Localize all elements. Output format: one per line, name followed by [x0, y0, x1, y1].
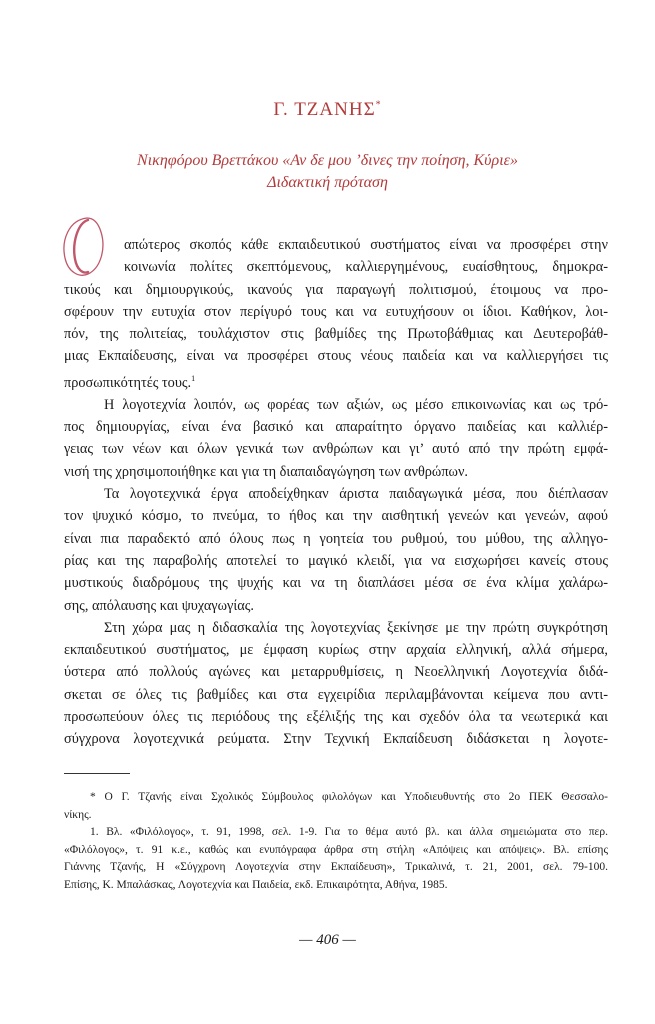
- footnote-line: * Ο Γ. Τζανής είναι Σχολικός Σύμβουλος φιλολόγων και Υποδιευθυντής στο 2ο ΠΕΚ Θεσσαλο-: [90, 791, 608, 803]
- footnote-line: 1. Βλ. «Φιλόλογος», τ. 91, 1998, σελ. 1-9. Για το θέμα αυτό βλ. και άλλα σημειώματα στο περ.: [90, 826, 608, 838]
- author-name: Γ. ΤΖΑΝΗΣ: [273, 99, 376, 120]
- text-line-content: προσωπικότητές τους.: [64, 374, 192, 391]
- text-line: εκπαιδευτικού συστήματος, με έμφαση κυρίως στην αρχαία ελληνική, αλλά σήμερα,: [64, 642, 608, 659]
- text-line: ρίας και της παραβολής αποτελεί το μαγικό κλειδί, για να εισχωρήσει κανείς στους: [64, 552, 608, 569]
- footnote-star: [64, 789, 608, 824]
- page-number: — 406 —: [299, 932, 356, 948]
- footnote-ref: 1: [191, 373, 196, 383]
- author-heading: [0, 99, 655, 121]
- text-line: ύστερα από πολλούς αγώνες και μεταρρυθμίσεις, η Νεοελληνική Λογοτεχνία διδά-: [64, 664, 608, 681]
- text-line: είναι πια παραδεκτό από όλους πως η γοητεία του ρυθμού, του μύθου, της αλληγο-: [64, 530, 608, 547]
- footnote-line: Επίσης, Κ. Μπαλάσκας, Λογοτεχνία και Παιδεία, εκδ. Επικαιρότητα, Αθήνα, 1985.: [64, 878, 448, 891]
- text-line: [64, 368, 608, 394]
- text-line: νισή της χρησιμοποιήθηκε και για τη διαπαιδαγώγηση των ανθρώπων.: [64, 463, 469, 480]
- footnote-1: [64, 824, 608, 894]
- paragraph-3: [64, 483, 608, 617]
- footnote-divider: [64, 773, 130, 774]
- text-line: γειας των νέων και όλων γενικά των ανθρώπων και γι’ αυτό από την πρώτη εμφά-: [64, 441, 608, 458]
- text-line: Στη χώρα μας η διδασκαλία της λογοτεχνίας ξεκίνησε με την πρώτη συγκρότηση: [104, 619, 608, 636]
- text-line: κοινωνία πολίτες σκεπτόμενους, καλλιεργημένους, ευαίσθητους, δημοκρα-: [124, 259, 608, 276]
- footnote-line: «Φιλόλογος», τ. 91 κ.ε., καθώς και ενυπόγραφα άρθρα στη στήλη «Απόψεις και απόψεις». Βλ. επίσης: [64, 843, 608, 856]
- text-line: Η λογοτεχνία λοιπόν, ως φορέας των αξιών, ως μέσο επικοινωνίας και ως τρό-: [104, 396, 608, 413]
- text-line: προσωπεύουν όλες τις περιόδους της εξέλιξής της και σχεδόν όλα τα νεωτερικά και: [64, 709, 608, 725]
- text-line: πόν, της πολιτείας, τουλάχιστον στις βαθμίδες της Πρωτοβάθμιας και Δευτεροβάθ-: [64, 326, 608, 343]
- author-footnote-mark: *: [375, 99, 382, 111]
- text-line: Τα λογοτεχνικά έργα αποδείχθηκαν άριστα παιδαγωγικά μέσα, που διέπλασαν: [104, 486, 608, 503]
- paragraph-4: [64, 617, 608, 751]
- paragraph-2: [64, 394, 608, 483]
- text-line: πος δημιουργίας, είναι ένα βασικό και απαραίτητο όργανο παιδείας και καλλιέρ-: [64, 419, 608, 436]
- text-line: σης, απόλαυσης και ψυχαγωγίας.: [64, 597, 254, 614]
- footnote-line: Γιάννης Τζανής, Η «Σύγχρονη Λογοτεχνία στην Εκπαίδευση», Τρικαλινά, τ. 21, 2001, σελ. 79-100.: [64, 861, 608, 873]
- title-line-2: Διδακτική πρόταση: [267, 174, 388, 191]
- text-line: απώτερος σκοπός κάθε εκπαιδευτικού συστήματος είναι να προσφέρει στην: [124, 237, 608, 253]
- article-body: [64, 234, 608, 751]
- article-title: [60, 150, 595, 194]
- text-line: σφέρουν την ευτυχία στον περίγυρό τους και να ευτυχήσουν οι ίδιοι. Καθήκον, λοι-: [64, 303, 608, 320]
- text-line: μιας Εκπαίδευσης, είναι να προσφέρει στους νέους παιδεία και να καλλιεργήσει τις: [64, 348, 608, 365]
- footnote-line: νίκης.: [64, 808, 92, 821]
- text-line: σκεται σε όλες τις βαθμίδες και στα εγχειρίδια περιλαμβάνονται κείμενα που αντι-: [64, 686, 608, 703]
- paragraph-1: [64, 234, 608, 394]
- text-line: μυστικούς διαδρόμους της ψυχής και να τη διαπλάσει μέσα σε ένα κλίμα χαλάρω-: [64, 575, 608, 592]
- text-line: σύγχρονα λογοτεχνικά ρεύματα. Στην Τεχνική Εκπαίδευση διδάσκεται η λογοτε-: [64, 731, 608, 748]
- title-line-1: Νικηφόρου Βρεττάκου «Αν δε μου ’δινες την ποίηση, Κύριε»: [137, 152, 518, 169]
- footnotes: [64, 789, 608, 894]
- text-line: τον ψυχικό κόσμο, το πνεύμα, το ήθος και την αισθητική γενεών και γενεών, αφού: [64, 508, 608, 525]
- text-line: τικούς και δημιουργικούς, ικανούς για παραγωγή πολιτισμού, έτοιμους να προ-: [64, 281, 608, 298]
